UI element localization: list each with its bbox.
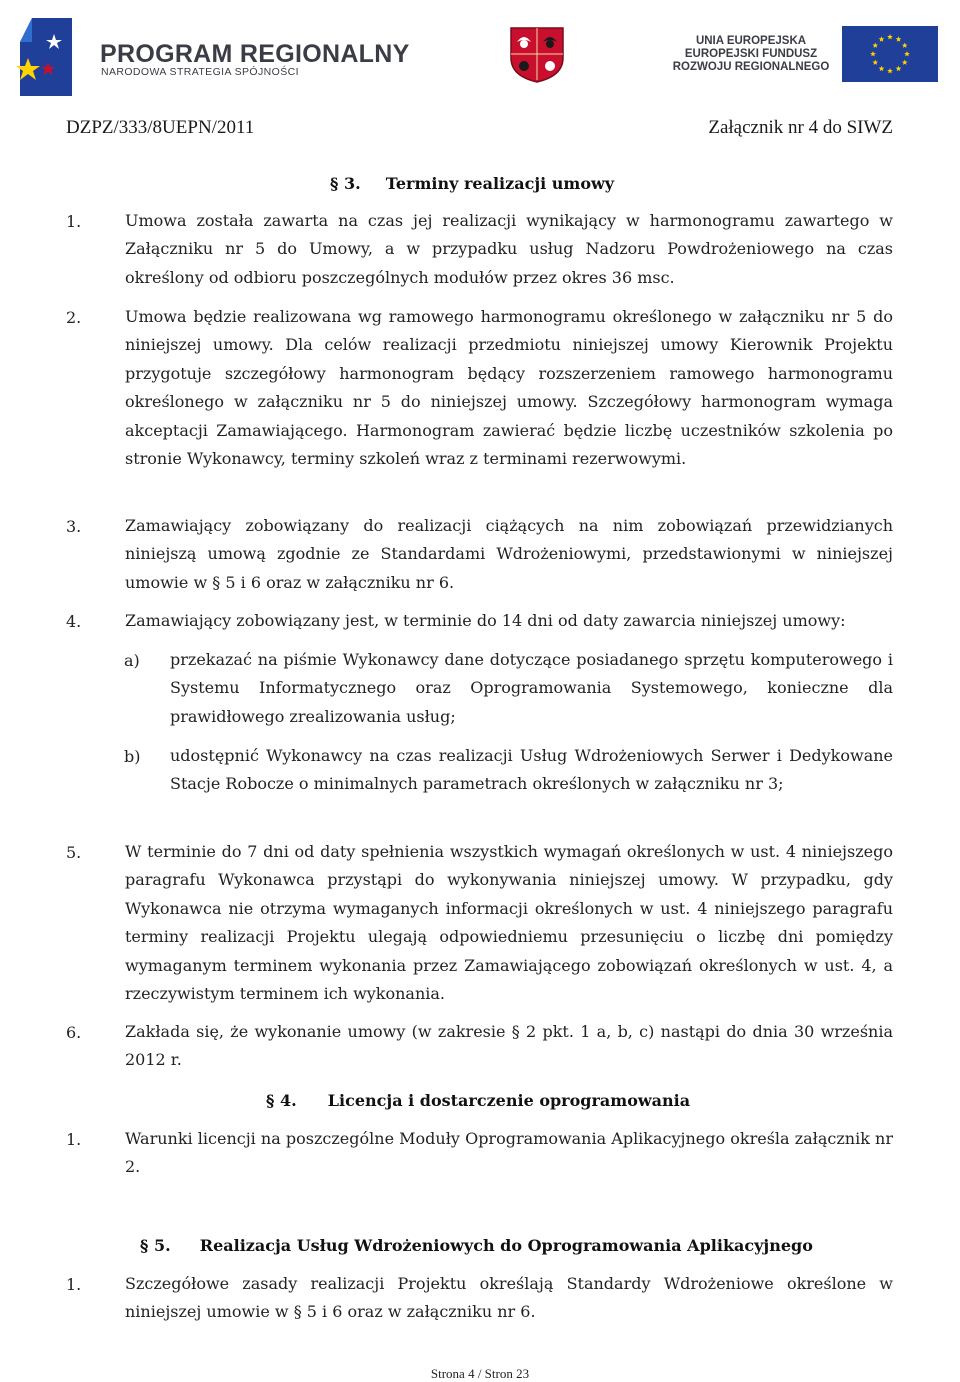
eu-line-3: ROZWOJU REGIONALNEGO [672, 61, 830, 73]
item-text: Umowa będzie realizowana wg ramowego harmonogramu określonego w załączniku nr 5 do niniejszej umowy. Dla celów realizacji przedmiotu niniejszej umowy Kierownik Projektu przygotuje szczegółowy harmonogram będący rozszerzeniem ramowego harmonogramu określonego w załączniku nr 5 do niniejszej umowy. Szczegółowy harmonogram wymaga akceptacji Zamawiającego. Harmonogram zawierać będzie liczbę uczestników szkolenia po stronie Wykonawcy, terminy szkoleń wraz z terminami rezerwowymi. [125, 307, 893, 469]
section-sign: § 3. [330, 174, 361, 193]
section-title: Licencja i dostarczenie oprogramowania [327, 1091, 691, 1110]
logo-title: PROGRAM REGIONALNY [100, 40, 410, 68]
eu-line-2: EUROPEJSKI FUNDUSZ [684, 48, 818, 60]
program-regionalny-logo-icon [14, 12, 78, 96]
subitem-text: udostępnić Wykonawcy na czas realizacji Usług Wdrożeniowych Serwer i Dedykowane Stacje Robocze o minimalnych parametrach określonych w załączniku nr 3; [170, 746, 893, 794]
subitem-letter: b) [124, 747, 141, 766]
item-text: Zamawiający zobowiązany jest, w terminie do 14 dni od daty zawarcia niniejszej umowy: [125, 611, 846, 630]
item-number: 1. [66, 1275, 82, 1294]
section-sign: § 5. [140, 1236, 171, 1255]
section-heading [330, 174, 614, 193]
eu-text-block [668, 35, 834, 74]
item-number: 5. [66, 843, 82, 862]
item-number: 1. [66, 212, 82, 231]
item-text: Zakłada się, że wykonanie umowy (w zakresie § 2 pkt. 1 a, b, c) nastąpi do dnia 30 września 2012 r. [125, 1022, 893, 1070]
logo-subtitle: NARODOWA STRATEGIA SPÓJNOŚCI [101, 66, 299, 78]
item-text: Szczegółowe zasady realizacji Projektu określają Standardy Wdrożeniowe określone w niniejszej umowie w § 5 i 6 oraz w załączniku nr 6. [125, 1274, 893, 1322]
section-title: Terminy realizacji umowy [385, 174, 615, 193]
eu-line-1: UNIA EUROPEJSKA [695, 35, 807, 47]
section-title: Realizacja Usług Wdrożeniowych do Oprogramowania Aplikacyjnego [199, 1236, 813, 1255]
item-number: 6. [66, 1023, 82, 1042]
item-number: 3. [66, 517, 82, 536]
subitem-letter: a) [124, 651, 140, 670]
page-number: Strona 4 / Stron 23 [430, 1366, 530, 1381]
item-number: 4. [66, 612, 82, 631]
item-number: 1. [66, 1130, 82, 1149]
eu-flag-icon [842, 26, 938, 82]
item-text: Zamawiający zobowiązany do realizacji ciążących na nim zobowiązań przewidzianych niniejszą umową zgodnie ze Standardami Wdrożeniowymi, przedstawionymi w niniejszej umowie w § 5 i 6 oraz w załączniku nr 6. [125, 516, 893, 592]
section-sign: § 4. [266, 1091, 297, 1110]
subitem-text: przekazać na piśmie Wykonawcy dane dotyczące posiadanego sprzętu komputerowego i Systemu Informatycznego oraz Oprogramowania Systemowego, konieczne dla prawidłowego zrealizowania usług; [170, 650, 893, 726]
voivodeship-crest-icon [507, 24, 567, 84]
section-heading [140, 1236, 813, 1255]
item-text: Umowa została zawarta na czas jej realizacji wynikający w harmonogramu zawartego w Załączniku nr 5 do Umowy, a w przypadku usług Nadzoru Powdrożeniowego na czas określony od odbioru poszczególnych modułów przez okres 36 msc. [125, 211, 893, 287]
item-text: Warunki licencji na poszczególne Moduły Oprogramowania Aplikacyjnego określa załącznik nr 2. [125, 1129, 893, 1177]
item-number: 2. [66, 308, 82, 327]
item-text: W terminie do 7 dni od daty spełnienia wszystkich wymagań określonych w ust. 4 niniejszego paragrafu Wykonawca przystąpi do wykonywania niniejszej umowy. W przypadku, gdy Wykonawca nie otrzyma wymaganych informacji określonych w ust. 4 niniejszego paragrafu terminy realizacji Projektu ulegają odpowiedniemu przesunięciu o liczbę dni pomiędzy wymaganym terminem wykonania przez Zamawiającego zobowiązań określonych w ust. 4, a rzeczywistym terminem ich wykonania. [125, 842, 893, 1004]
section-heading [266, 1091, 690, 1110]
attachment-label: Załącznik nr 4 do SIWZ [708, 117, 893, 138]
document-id: DZPZ/333/8UEPN/2011 [66, 117, 255, 138]
